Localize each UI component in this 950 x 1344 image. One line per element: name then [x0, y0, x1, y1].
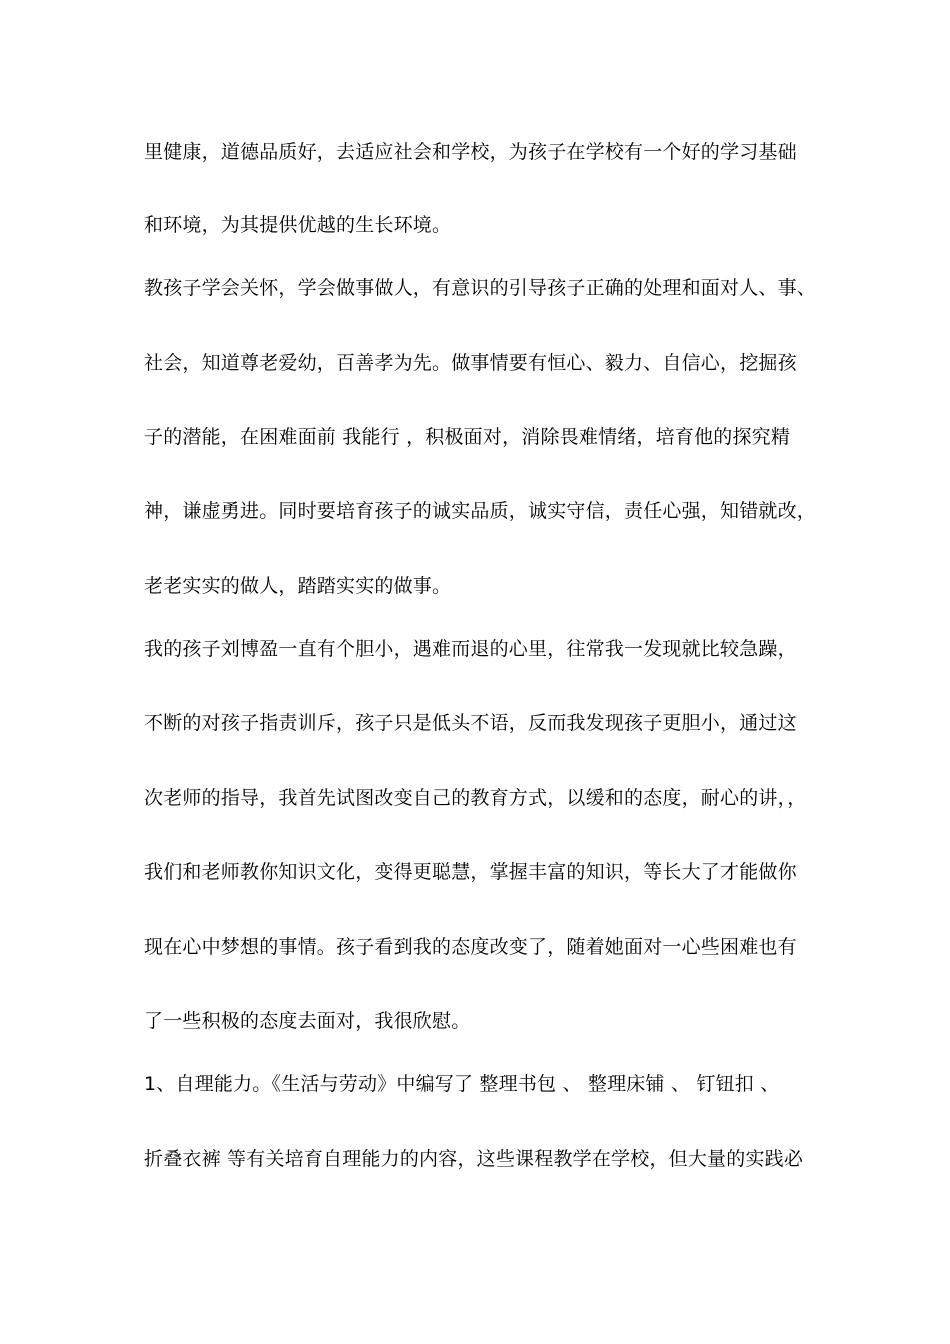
- text-line: 里健康，道德品质好，去适应社会和学校，为孩子在学校有一个好的学习基础: [144, 141, 797, 163]
- text-line: 子的潜能，在困难面前 我能行 ，积极面对，消除畏难情绪，培育他的探究精: [144, 426, 791, 448]
- text-line: 现在心中梦想的事情。孩子看到我的态度改变了，随着她面对一心些困难也有: [144, 936, 797, 958]
- text-line: 1、自理能力。《生活与劳动》中编写了 整理书包 、 整理床铺 、 钉钮扣 、: [144, 1073, 780, 1095]
- text-line: 了一些积极的态度去面对，我很欣慰。: [144, 1010, 471, 1032]
- text-line: 和环境，为其提供优越的生长环境。: [144, 214, 452, 236]
- text-line: 次老师的指导，我首先试图改变自己的教育方式，以缓和的态度，耐心的讲，，: [144, 787, 807, 809]
- text-line: 我们和老师教你知识文化，变得更聪慧，掌握丰富的知识，等长大了才能做你: [144, 861, 797, 883]
- text-line: 神，谦虚勇进。同时要培育孩子的诚实品质，诚实守信，责任心强，知错就改，: [144, 500, 817, 522]
- text-line: 我的孩子刘博盈一直有个胆小，遇难而退的心里，往常我一发现就比较急躁，: [144, 638, 797, 660]
- text-line: 社会，知道尊老爱幼，百善孝为先。做事情要有恒心、毅力、自信心，挖掘孩: [144, 352, 797, 374]
- text-line: 教孩子学会关怀，学会做事做人，有意识的引导孩子正确的处理和面对人、事、: [144, 277, 817, 299]
- text-line: 老老实实的做人，踏踏实实的做事。: [144, 575, 452, 597]
- text-line: 不断的对孩子指责训斥，孩子只是低头不语，反而我发现孩子更胆小，通过这: [144, 712, 797, 734]
- text-line: 折叠衣裤 等有关培育自理能力的内容，这些课程教学在学校，但大量的实践必: [144, 1148, 804, 1170]
